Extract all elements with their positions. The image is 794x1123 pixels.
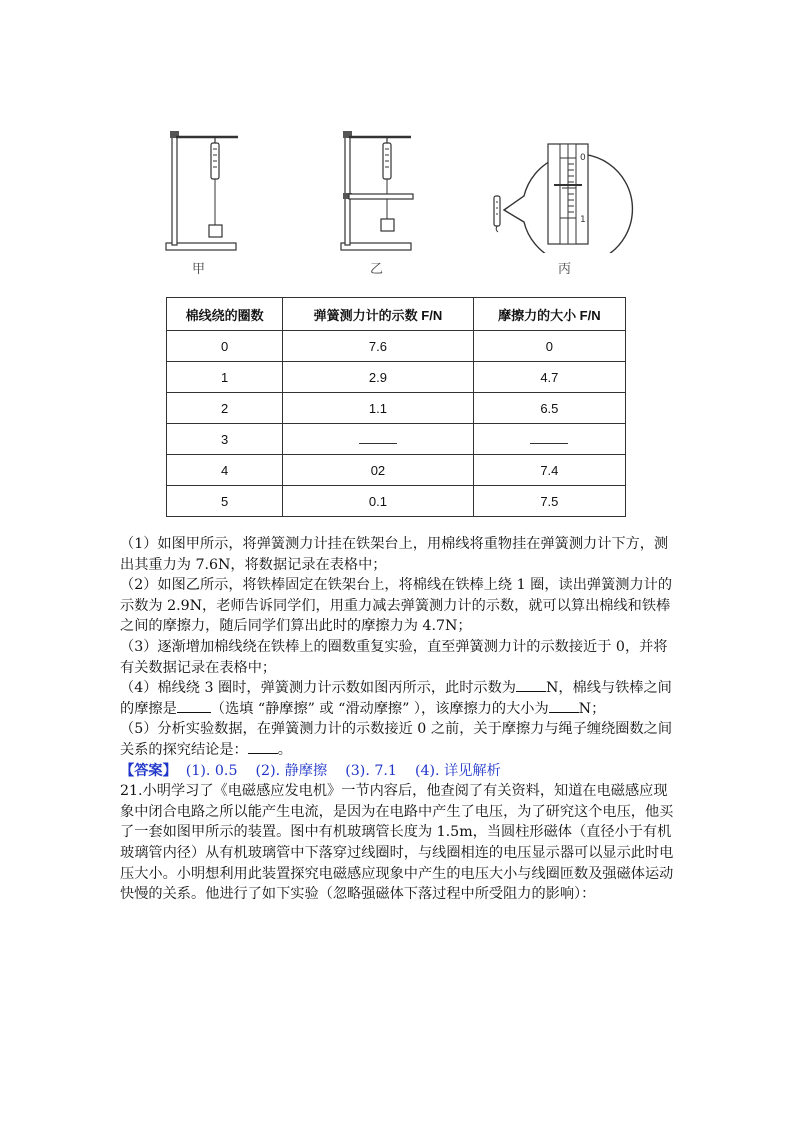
table-row: [167, 455, 626, 486]
table-cell-blank: [473, 424, 625, 455]
table-header: 弹簧测力计的示数 F/N: [283, 298, 474, 331]
paragraph-3: （3）逐渐增加棉线绕在铁棒上的圈数重复实验，直至弹簧测力计的示数接近于 0，并将有关数据记录在表格中；: [120, 638, 668, 676]
table-row: [167, 393, 626, 424]
paragraph-4-a: （4）棉线绕 3 圈时，弹簧测力计示数如图丙所示，此时示数为: [120, 680, 516, 697]
table-cell: 0.1: [283, 486, 474, 517]
table-cell: 4: [167, 455, 283, 486]
table-cell: 2.9: [283, 362, 474, 393]
data-table: [166, 297, 626, 517]
question-text: [120, 534, 680, 905]
table-cell: 4.7: [473, 362, 625, 393]
table-cell: 3: [167, 424, 283, 455]
answer-blank: [248, 741, 278, 754]
table-row: [167, 362, 626, 393]
table-cell-blank: [283, 424, 474, 455]
table-cell: 7.4: [473, 455, 625, 486]
table-cell: 0: [473, 331, 625, 362]
table-row: [167, 424, 626, 455]
answer-blank: [177, 700, 211, 713]
figure-label-jia: 甲: [192, 262, 206, 277]
paragraph-4-d: N；: [578, 700, 606, 717]
paragraph-5-b: 。: [277, 741, 292, 758]
table-header: 摩擦力的大小 F/N: [473, 298, 625, 331]
figure-label-bing: 丙: [558, 262, 572, 277]
figure-yi: [335, 125, 425, 255]
paragraph-5: [120, 719, 680, 760]
answer-blank: [549, 700, 579, 713]
answer-blank: [516, 679, 546, 692]
question-21: 21.小明学习了《电磁感应发电机》一节内容后，他查阅了有关资料，知道在电磁感应现象中闭合电路之所以能产生电流，是因为在电路中产生了电压，为了研究这个电压，他买了一套如图甲所示的装置。图中有机玻璃管长度为 1.5m，当圆柱形磁体（直径小于有机玻璃管内径）从有机玻璃管中下落穿过线圈时，与线圈相连的电压显示器可以显示此时电压大小。小明想利用此装置探究电磁感应现象中产生的电压大小与线圈匝数及强磁体运动快慢的关系。他进行了如下实验（忽略强磁体下落过程中所受阻力的影响）：: [120, 783, 674, 903]
table-header-row: [167, 298, 626, 331]
paragraph-5-a: （5）分析实验数据，在弹簧测力计的示数接近 0 之前，关于摩擦力与绳子缠绕圈数之间关系的探究结论是：: [120, 721, 673, 758]
paragraph-4-c: （选填 “静摩擦” 或 “滑动摩擦” ），该摩擦力的大小为: [210, 700, 549, 717]
table-row: [167, 486, 626, 517]
table-cell: 1.1: [283, 393, 474, 424]
paragraph-4-b: N，棉线与铁棒之间的摩擦是: [120, 680, 672, 717]
table-cell: 1: [167, 362, 283, 393]
table-header: 棉线绕的圈数: [167, 298, 283, 331]
answer-label: 【答案】: [120, 762, 177, 779]
answer-text: (1). 0.5 (2). 静摩擦 (3). 7.1 (4). 详见解析: [176, 762, 501, 779]
paragraph-2: （2）如图乙所示，将铁棒固定在铁架台上，将棉线在铁棒上绕 1 圈，读出弹簧测力计的示数为 2.9N，老师告诉同学们，用重力减去弹簧测力计的示数，就可以算出棉线和铁棒之间的摩擦力，随后同学们算出此时的摩擦力为 4.7N；: [120, 577, 673, 635]
table-cell: 7.5: [473, 486, 625, 517]
table-cell: 2: [167, 393, 283, 424]
figure-bing: [488, 138, 638, 253]
table-cell: 0: [167, 331, 283, 362]
table-cell: 02: [283, 455, 474, 486]
answer-line: [120, 761, 680, 782]
table-row: [167, 331, 626, 362]
gauge-mark-1: 1: [580, 215, 586, 225]
figure-label-yi: 乙: [370, 262, 384, 277]
paragraph-4: [120, 678, 680, 719]
table-cell: 7.6: [283, 331, 474, 362]
table-cell: 5: [167, 486, 283, 517]
paragraph-1: （1）如图甲所示，将弹簧测力计挂在铁架台上，用棉线将重物挂在弹簧测力计下方，测出其重力为 7.6N，将数据记录在表格中；: [120, 536, 669, 573]
figure-jia: [160, 125, 250, 255]
gauge-mark-0: 0: [580, 153, 586, 163]
table-cell: 6.5: [473, 393, 625, 424]
